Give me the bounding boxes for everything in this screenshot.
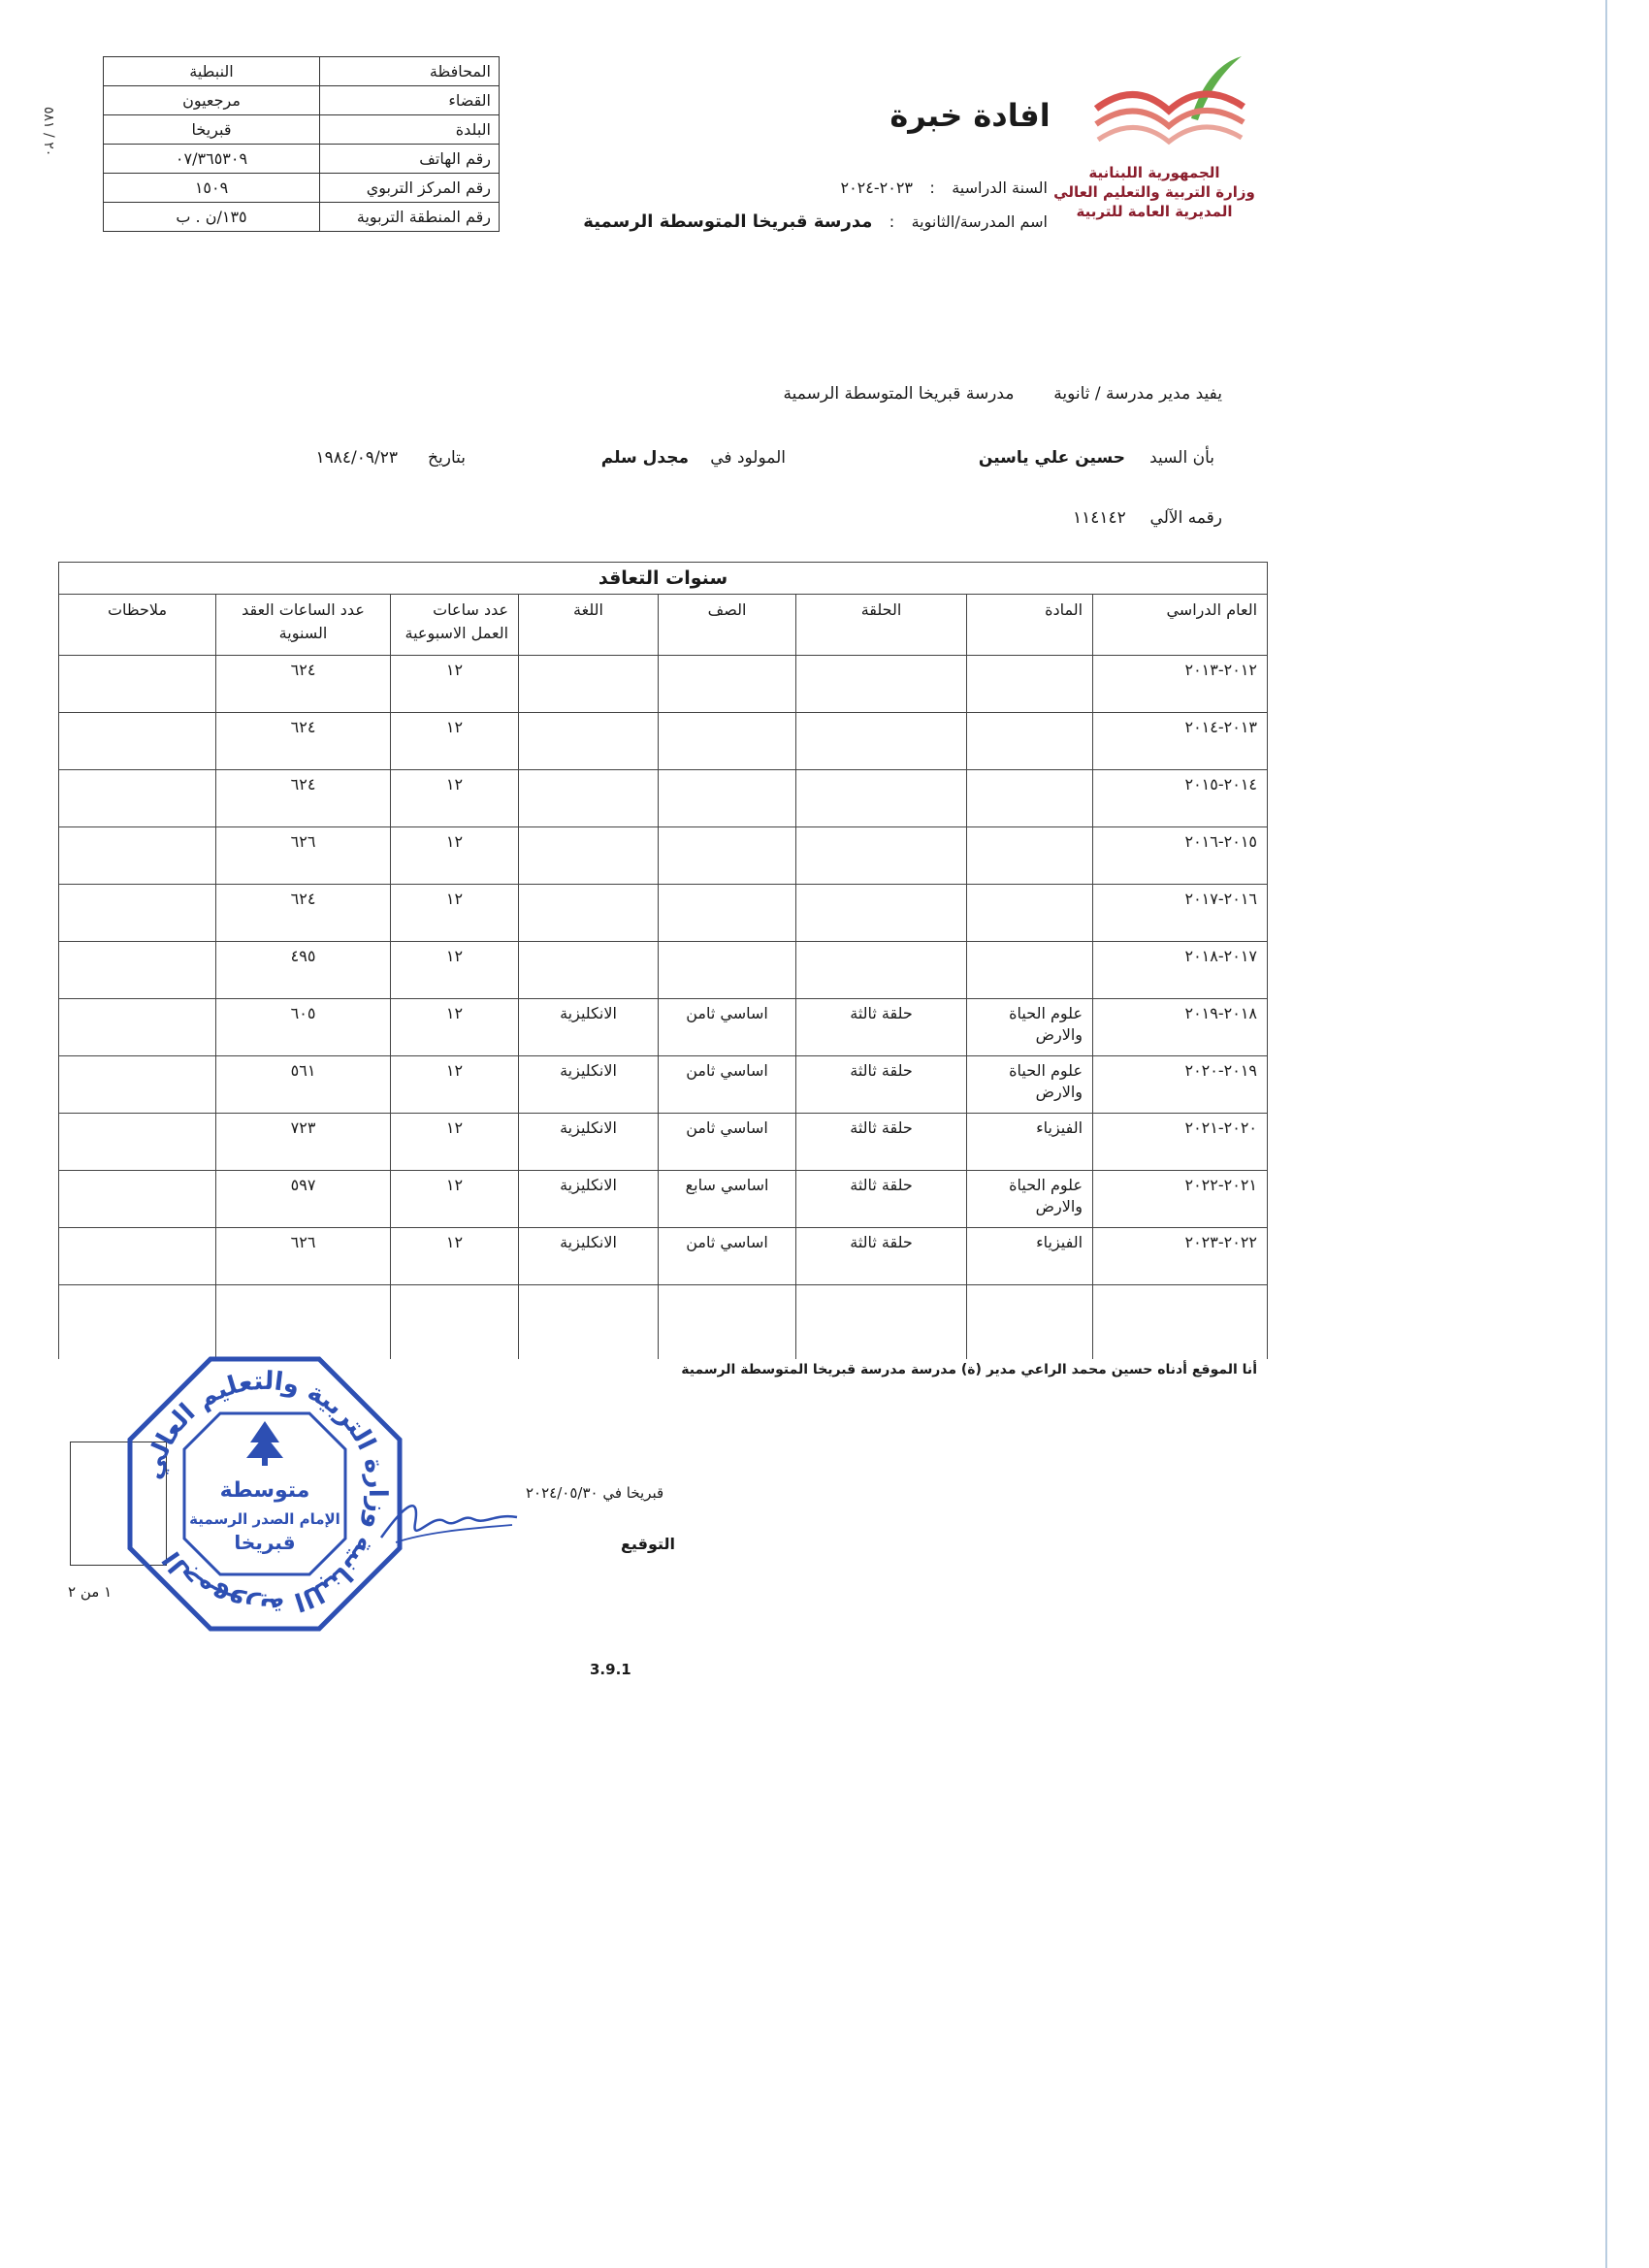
cell-language: الانكليزية (519, 1228, 659, 1285)
cell-annual-hours: ٦٢٦ (216, 1228, 391, 1285)
page-count: ١ من ٢ (68, 1583, 113, 1601)
col-header-subject: المادة (967, 595, 1093, 656)
cell-year: ٢٠٢١-٢٠٢٢ (1093, 1171, 1268, 1228)
cell-notes (59, 827, 216, 885)
info-row (104, 115, 500, 145)
cell-weekly-hours: ١٢ (391, 999, 519, 1056)
info-value: ١٣٥/ن . ب (104, 203, 320, 232)
cell-language: الانكليزية (519, 1171, 659, 1228)
form-version: 3.9.1 (590, 1661, 631, 1678)
cell-cycle (796, 770, 967, 827)
cell-annual-hours: ٥٩٧ (216, 1171, 391, 1228)
cell-subject: الفيزياء (967, 1228, 1093, 1285)
cell-subject: علوم الحياة والارض (967, 999, 1093, 1056)
signature-label: التوقيع (621, 1535, 675, 1553)
cell-grade: اساسي ثامن (659, 1056, 796, 1114)
cell-notes (59, 1228, 216, 1285)
cell-cycle (796, 713, 967, 770)
cell-cycle: حلقة ثالثة (796, 1114, 967, 1171)
cell-cycle (796, 656, 967, 713)
cell-weekly-hours: ١٢ (391, 770, 519, 827)
cell-language (519, 885, 659, 942)
table-caption-row (59, 563, 1268, 595)
cell-weekly-hours: ١٢ (391, 1171, 519, 1228)
person-name: حسين علي ياسين (978, 448, 1125, 468)
info-label: القضاء (320, 86, 500, 115)
side-reference-number: ٢٠ / ٥٨١ (41, 107, 56, 157)
info-row (104, 174, 500, 203)
document-title: افادة خبرة (889, 97, 1051, 134)
info-value: ١٥٠٩ (104, 174, 320, 203)
table-header-row (59, 595, 1268, 656)
cell-annual-hours: ٦٢٤ (216, 656, 391, 713)
cell-cycle: حلقة ثالثة (796, 1171, 967, 1228)
academic-year-label: السنة الدراسية (952, 178, 1048, 197)
table-row (59, 770, 1268, 827)
cell-annual-hours: ٥٦١ (216, 1056, 391, 1114)
cell-grade (659, 770, 796, 827)
logo-book-arc-1 (1096, 94, 1244, 111)
logo-book-arc-3 (1098, 127, 1242, 142)
table-row (59, 1056, 1268, 1114)
table-row (59, 999, 1268, 1056)
ministry-logo (1077, 50, 1261, 157)
table-row (59, 827, 1268, 885)
table-row (59, 1228, 1268, 1285)
declaration-text: أنا الموقع أدناه حسين محمد الراعي مدير (ة) مدرسة مدرسة قبريخا المتوسطة الرسمية (681, 1362, 1257, 1377)
cell-annual-hours: ٧٢٣ (216, 1114, 391, 1171)
cell-weekly-hours: ١٢ (391, 885, 519, 942)
cell-year: ٢٠١٦-٢٠١٧ (1093, 885, 1268, 942)
col-header-notes: ملاحظات (59, 595, 216, 656)
director-line (784, 384, 1222, 404)
school-name-label: اسم المدرسة/الثانوية (911, 212, 1048, 231)
table-tail-row (59, 1285, 1268, 1360)
cell-notes (59, 1056, 216, 1114)
birth-place: مجدل سلم (600, 448, 689, 468)
mr-label: بأن السيد (1149, 448, 1214, 468)
cell-language (519, 713, 659, 770)
director-label: يفيد مدير مدرسة / ثانوية (1053, 384, 1222, 404)
cell-grade: اساسي سابع (659, 1171, 796, 1228)
cell-grade: اساسي ثامن (659, 1114, 796, 1171)
cell-cycle: حلقة ثالثة (796, 1056, 967, 1114)
cell-year: ٢٠١٣-٢٠١٤ (1093, 713, 1268, 770)
official-stamp (124, 1353, 405, 1635)
cell-notes (59, 1171, 216, 1228)
cell-annual-hours: ٦٢٤ (216, 713, 391, 770)
cell-subject (967, 656, 1093, 713)
cell-language: الانكليزية (519, 1056, 659, 1114)
cell-grade: اساسي ثامن (659, 1228, 796, 1285)
cell-annual-hours: ٦٢٦ (216, 827, 391, 885)
cell-annual-hours: ٦٢٤ (216, 885, 391, 942)
place-and-date: قبريخا في ٢٠٢٤/٠٥/٣٠ (526, 1484, 664, 1502)
table-caption: سنوات التعاقد (59, 563, 1268, 595)
info-row (104, 86, 500, 115)
table-row (59, 656, 1268, 713)
born-in-label: المولود في (710, 448, 786, 468)
scan-edge-line (1605, 0, 1607, 2268)
birth-date: ١٩٨٤/٠٩/٢٣ (315, 448, 398, 468)
cell-year: ٢٠١٥-٢٠١٦ (1093, 827, 1268, 885)
cell-weekly-hours: ١٢ (391, 656, 519, 713)
table-row (59, 713, 1268, 770)
cell-notes (59, 770, 216, 827)
cell-weekly-hours: ١٢ (391, 1056, 519, 1114)
info-label: المحافظة (320, 57, 500, 86)
ministry-name (1038, 163, 1271, 221)
cell-grade (659, 942, 796, 999)
cell-annual-hours: ٦٠٥ (216, 999, 391, 1056)
cell-year: ٢٠١٩-٢٠٢٠ (1093, 1056, 1268, 1114)
cell-subject: علوم الحياة والارض (967, 1056, 1093, 1114)
info-label: رقم المنطقة التربوية (320, 203, 500, 232)
table-body (59, 656, 1268, 1285)
cell-language (519, 827, 659, 885)
cell-weekly-hours: ١٢ (391, 1114, 519, 1171)
school-info-table (103, 56, 500, 232)
ministry-line-2: وزارة التربية والتعليم العالي (1053, 183, 1255, 201)
info-row (104, 57, 500, 86)
cell-subject (967, 713, 1093, 770)
col-header-cycle: الحلقة (796, 595, 967, 656)
school-name-row (583, 211, 1048, 232)
cell-subject: الفيزياء (967, 1114, 1093, 1171)
info-value: قبريخا (104, 115, 320, 145)
cedar-icon (246, 1421, 283, 1466)
cell-year: ٢٠١٨-٢٠١٩ (1093, 999, 1268, 1056)
cell-cycle (796, 885, 967, 942)
cell-weekly-hours: ١٢ (391, 827, 519, 885)
stamp-center-line-1: متوسطة (219, 1478, 310, 1503)
info-value: مرجعيون (104, 86, 320, 115)
cell-notes (59, 885, 216, 942)
school-name-separator: : (889, 212, 895, 231)
cell-language (519, 656, 659, 713)
cell-weekly-hours: ١٢ (391, 942, 519, 999)
info-value: النبطية (104, 57, 320, 86)
table-row (59, 1171, 1268, 1228)
academic-year-separator: : (929, 178, 935, 197)
id-value: ١١٤١٤٢ (1072, 508, 1126, 528)
cell-grade (659, 885, 796, 942)
cell-grade: اساسي ثامن (659, 999, 796, 1056)
col-header-weekly-hours: عدد ساعات العمل الاسبوعية (391, 595, 519, 656)
cell-language: الانكليزية (519, 1114, 659, 1171)
cell-cycle: حلقة ثالثة (796, 1228, 967, 1285)
cell-year: ٢٠٢٢-٢٠٢٣ (1093, 1228, 1268, 1285)
id-label: رقمه الآلي (1149, 508, 1222, 528)
cell-cycle (796, 942, 967, 999)
cell-subject (967, 942, 1093, 999)
cell-year: ٢٠١٤-٢٠١٥ (1093, 770, 1268, 827)
ministry-line-1: الجمهورية اللبنانية (1088, 164, 1220, 181)
cell-grade (659, 656, 796, 713)
contract-years-table (58, 562, 1268, 1359)
handwritten-signature (376, 1484, 522, 1562)
stamp-center-line-3: قبريخا (234, 1531, 296, 1554)
date-label: بتاريخ (428, 448, 466, 468)
cell-cycle (796, 827, 967, 885)
cell-year: ٢٠١٧-٢٠١٨ (1093, 942, 1268, 999)
cell-cycle: حلقة ثالثة (796, 999, 967, 1056)
col-header-year: العام الدراسي (1093, 595, 1268, 656)
cell-grade (659, 713, 796, 770)
director-school: مدرسة قبريخا المتوسطة الرسمية (783, 384, 1015, 404)
school-name-value: مدرسة قبريخا المتوسطة الرسمية (583, 211, 873, 232)
stamp-ring-text: الجمهورية اللبنانية وزارة التربية والتعليم العالي (138, 1366, 393, 1622)
info-row (104, 203, 500, 232)
cell-notes (59, 1114, 216, 1171)
cell-subject: علوم الحياة والارض (967, 1171, 1093, 1228)
cell-weekly-hours: ١٢ (391, 713, 519, 770)
cell-year: ٢٠١٢-٢٠١٣ (1093, 656, 1268, 713)
cell-notes (59, 713, 216, 770)
cell-language (519, 942, 659, 999)
cell-annual-hours: ٦٢٤ (216, 770, 391, 827)
cell-grade (659, 827, 796, 885)
id-line (1073, 508, 1222, 528)
academic-year-row (840, 178, 1048, 197)
info-value: ٠٧/٣٦٥٣٠٩ (104, 145, 320, 174)
cell-notes (59, 942, 216, 999)
cell-language (519, 770, 659, 827)
table-row (59, 942, 1268, 999)
table-row (59, 885, 1268, 942)
col-header-grade: الصف (659, 595, 796, 656)
cell-annual-hours: ٤٩٥ (216, 942, 391, 999)
cell-subject (967, 885, 1093, 942)
cell-language: الانكليزية (519, 999, 659, 1056)
col-header-annual-hours: عدد الساعات العقد السنوية (216, 595, 391, 656)
ministry-line-3: المديرية العامة للتربية (1076, 203, 1233, 220)
cell-year: ٢٠٢٠-٢٠٢١ (1093, 1114, 1268, 1171)
info-label: البلدة (320, 115, 500, 145)
cell-notes (59, 999, 216, 1056)
academic-year-value: ٢٠٢٣-٢٠٢٤ (840, 178, 914, 197)
col-header-language: اللغة (519, 595, 659, 656)
info-row (104, 145, 500, 174)
info-label: رقم المركز التربوي (320, 174, 500, 203)
cell-subject (967, 827, 1093, 885)
stamp-center-line-2: الإمام الصدر الرسمية (189, 1510, 340, 1528)
table-row (59, 1114, 1268, 1171)
cell-subject (967, 770, 1093, 827)
cell-notes (59, 656, 216, 713)
cell-weekly-hours: ١٢ (391, 1228, 519, 1285)
info-label: رقم الهاتف (320, 145, 500, 174)
